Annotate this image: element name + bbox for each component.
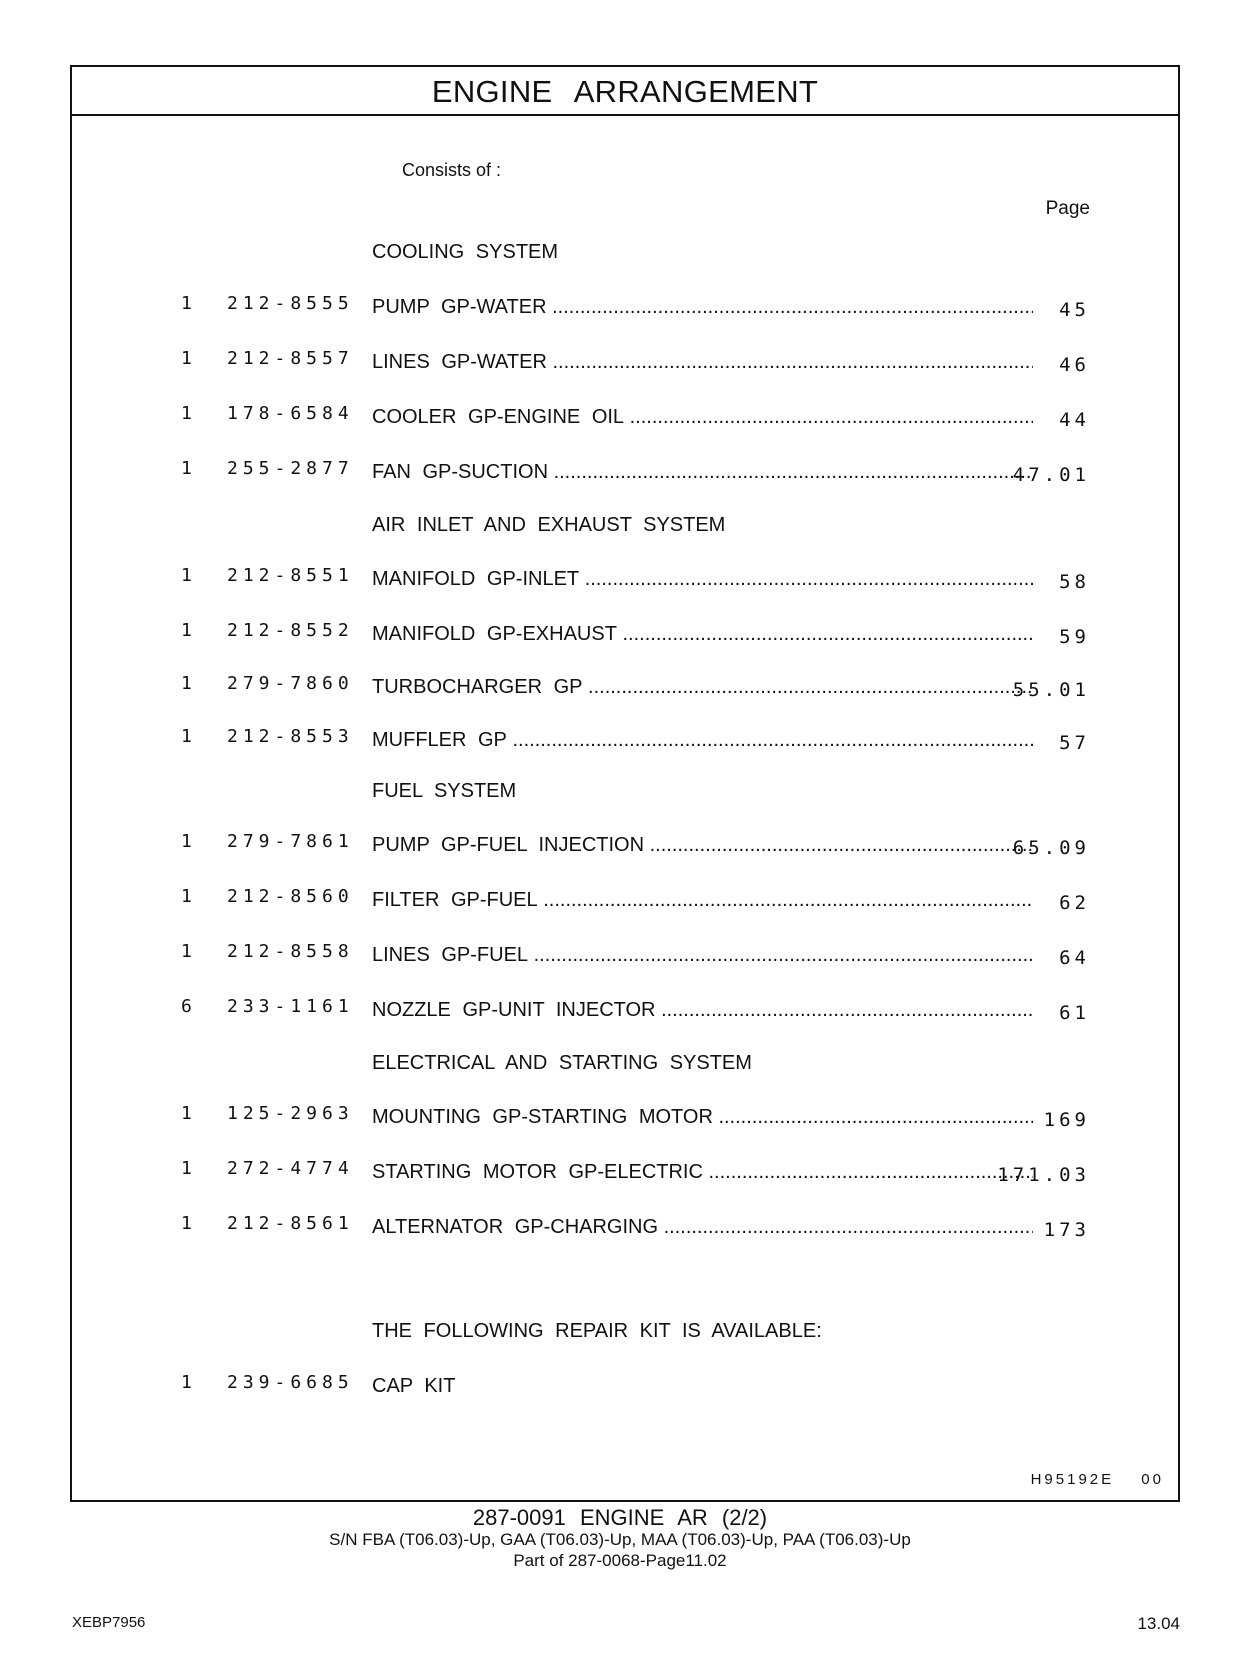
list-item [72,348,1178,378]
list-item [72,1213,1178,1243]
item-description: MUFFLER GP ..... [372,729,1033,752]
item-qty: 6 [181,996,192,1017]
item-page: 169 [1043,1109,1090,1131]
parts-list-frame [70,65,1180,1502]
item-qty: 1 [181,458,192,479]
item-part-number: 212-8558 [227,941,354,962]
document-date: 13.04 [1137,1614,1180,1633]
list-item [72,1103,1178,1133]
list-item [72,620,1178,650]
section-title-air-inlet-exhaust: AIR INLET AND EXHAUST SYSTEM [372,514,726,536]
section-title-fuel: FUEL SYSTEM [372,780,517,802]
page-title: ENGINE ARRANGEMENT [431,74,819,109]
item-part-number: 178-6584 [227,403,354,424]
item-part-number: 212-8557 [227,348,354,369]
section-title-electrical-starting: ELECTRICAL AND STARTING SYSTEM [372,1052,752,1074]
section-title-cooling: COOLING SYSTEM [372,241,559,263]
list-item [72,458,1178,488]
item-qty: 1 [181,831,192,852]
item-description: STARTING MOTOR GP-ELECTRIC ..... [372,1161,1033,1184]
item-qty: 1 [181,293,192,314]
item-page: 65.09 [1012,837,1090,859]
page-column-header: Page [1045,198,1090,219]
item-description: PUMP GP-FUEL INJECTION ..... [372,834,1033,857]
item-qty: 1 [181,565,192,586]
item-description: COOLER GP-ENGINE OIL ..... [372,406,1033,429]
item-qty: 1 [181,941,192,962]
item-page: 59 [1059,626,1090,648]
item-part-number: 272-4774 [227,1158,354,1179]
item-part-number: 212-8561 [227,1213,354,1234]
item-qty: 1 [181,348,192,369]
item-page: 55.01 [1012,679,1090,701]
list-item [72,1372,1178,1402]
item-page: 46 [1059,354,1090,376]
document-id: XEBP7956 [72,1614,146,1631]
item-description: MANIFOLD GP-EXHAUST ..... [372,623,1033,646]
list-item [72,1158,1178,1188]
item-qty: 1 [181,403,192,424]
consists-of-label: Consists of : [402,160,502,180]
item-qty: 1 [181,726,192,747]
item-description: PUMP GP-WATER ..... [372,296,1033,319]
item-page: 173 [1043,1219,1090,1241]
item-description: FILTER GP-FUEL ..... [372,889,1033,912]
item-part-number: 233-1161 [227,996,354,1017]
item-description: TURBOCHARGER GP ..... [372,676,1033,699]
item-qty: 1 [181,673,192,694]
item-part-number: 279-7860 [227,673,354,694]
item-qty: 1 [181,1213,192,1234]
item-description: ALTERNATOR GP-CHARGING ..... [372,1216,1033,1239]
item-qty: 1 [181,1372,192,1393]
footer-title: 287-0091 ENGINE AR (2/2) [472,1505,768,1530]
item-qty: 1 [181,1103,192,1124]
list-item [72,726,1178,756]
item-page: 171.03 [997,1164,1090,1186]
list-item [72,403,1178,433]
item-page: 47.01 [1012,464,1090,486]
item-part-number: 125-2963 [227,1103,354,1124]
item-part-number: 239-6685 [227,1372,354,1393]
item-page: 61 [1059,1002,1090,1024]
item-page: 57 [1059,732,1090,754]
footer-serials: S/N FBA (T06.03)-Up, GAA (T06.03)-Up, MAA (T06.03)-Up, PAA (T06.03)-Up [329,1530,911,1549]
list-item [72,293,1178,323]
item-description: NOZZLE GP-UNIT INJECTOR ..... [372,999,1033,1022]
item-page: 44 [1059,409,1090,431]
list-item [72,886,1178,916]
list-item [72,673,1178,703]
item-description: CAP KIT [372,1375,456,1397]
item-qty: 1 [181,1158,192,1179]
repair-kit-title: THE FOLLOWING REPAIR KIT IS AVAILABLE: [372,1320,822,1342]
item-part-number: 212-8555 [227,293,354,314]
list-item [72,831,1178,861]
item-page: 62 [1059,892,1090,914]
item-qty: 1 [181,886,192,907]
item-part-number: 255-2877 [227,458,354,479]
list-item [72,941,1178,971]
item-qty: 1 [181,620,192,641]
item-part-number: 212-8552 [227,620,354,641]
list-item [72,996,1178,1026]
item-description: MOUNTING GP-STARTING MOTOR ..... [372,1106,1033,1129]
item-page: 58 [1059,571,1090,593]
item-description: LINES GP-WATER ..... [372,351,1033,374]
item-part-number: 279-7861 [227,831,354,852]
item-part-number: 212-8553 [227,726,354,747]
item-description: LINES GP-FUEL ..... [372,944,1033,967]
item-description: FAN GP-SUCTION ..... [372,461,1033,484]
title-bar [72,67,1178,116]
footer-part-of: Part of 287-0068-Page11.02 [513,1551,727,1570]
item-part-number: 212-8560 [227,886,354,907]
item-page: 45 [1059,299,1090,321]
item-page: 64 [1059,947,1090,969]
item-description: MANIFOLD GP-INLET ..... [372,568,1033,591]
list-item [72,565,1178,595]
item-part-number: 212-8551 [227,565,354,586]
illustration-code: H95192E 00 [1030,1471,1164,1488]
